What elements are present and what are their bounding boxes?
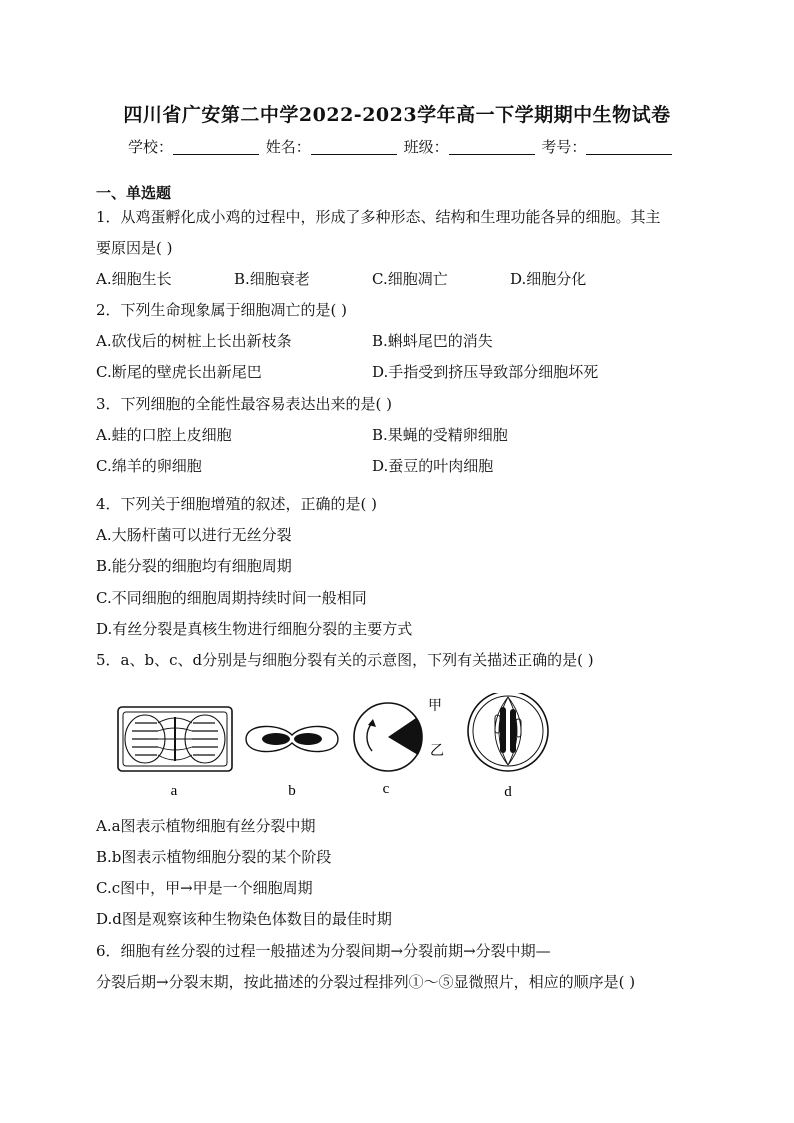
q4-option-c[interactable]: C.不同细胞的细胞周期持续时间一般相同 — [96, 589, 367, 607]
figure-c-yi-label: 乙 — [430, 744, 444, 759]
q2-option-a[interactable]: A.砍伐后的树桩上长出新枝条 — [96, 332, 292, 350]
exam-no-blank[interactable] — [586, 140, 672, 155]
class-label: 班级： — [403, 138, 449, 156]
q1-stem-line1: 1．从鸡蛋孵化成小鸡的过程中，形成了多种形态、结构和生理功能各异的细胞。其主 — [96, 208, 661, 226]
q1-option-c[interactable]: C.细胞凋亡 — [372, 270, 448, 288]
class-blank[interactable] — [449, 140, 535, 155]
q1-option-a[interactable]: A.细胞生长 — [96, 270, 172, 288]
q5-stem: 5．a、b、c、d分别是与细胞分裂有关的示意图，下列有关描述正确的是( ) — [96, 651, 594, 669]
figure-b-label: b — [288, 783, 296, 799]
q2-option-d[interactable]: D.手指受到挤压导致部分细胞坏死 — [372, 363, 599, 381]
school-label: 学校： — [128, 138, 174, 156]
q1-stem-line2: 要原因是( ) — [96, 239, 173, 257]
q1-option-b[interactable]: B.细胞衰老 — [234, 270, 310, 288]
q3-option-d[interactable]: D.蚕豆的叶肉细胞 — [372, 457, 494, 475]
cell-division-figure — [110, 693, 580, 803]
page-title: 四川省广安第二中学2022-2023学年高一下学期期中生物试卷 — [123, 104, 671, 126]
name-blank[interactable] — [311, 140, 397, 155]
figure-a-cell-plate — [118, 707, 232, 771]
q4-option-b[interactable]: B.能分裂的细胞均有细胞周期 — [96, 557, 292, 575]
student-info-line — [128, 136, 674, 157]
q3-option-a[interactable]: A.蛙的口腔上皮细胞 — [96, 426, 232, 444]
section-heading: 一、单选题 — [96, 184, 172, 202]
figure-b-dividing-cell — [246, 726, 338, 751]
q4-option-d[interactable]: D.有丝分裂是真核生物进行细胞分裂的主要方式 — [96, 620, 413, 638]
q6-stem-line2: 分裂后期→分裂末期，按此描述的分裂过程排列①～⑤显微照片，相应的顺序是( ) — [96, 973, 636, 991]
name-label: 姓名： — [265, 138, 311, 156]
q4-option-a[interactable]: A.大肠杆菌可以进行无丝分裂 — [96, 526, 292, 544]
q2-option-c[interactable]: C.断尾的壁虎长出新尾巴 — [96, 363, 262, 381]
q5-option-a[interactable]: A.a图表示植物细胞有丝分裂中期 — [96, 817, 316, 835]
figure-a-label: a — [170, 783, 178, 799]
q3-stem: 3．下列细胞的全能性最容易表达出来的是( ) — [96, 395, 393, 413]
figure-c-label: c — [382, 781, 390, 797]
q5-option-d[interactable]: D.d图是观察该种生物染色体数目的最佳时期 — [96, 910, 392, 928]
q6-stem-line1: 6．细胞有丝分裂的过程一般描述为分裂间期→分裂前期→分裂中期— — [96, 942, 551, 960]
exam-no-label: 考号： — [541, 138, 587, 156]
q1-option-d[interactable]: D.细胞分化 — [510, 270, 587, 288]
figure-d-metaphase-cell — [468, 693, 548, 771]
school-blank[interactable] — [173, 140, 259, 155]
q3-option-b[interactable]: B.果蝇的受精卵细胞 — [372, 426, 508, 444]
q5-option-b[interactable]: B.b图表示植物细胞分裂的某个阶段 — [96, 848, 332, 866]
figure-d-label: d — [504, 784, 512, 800]
q2-option-b[interactable]: B.蝌蚪尾巴的消失 — [372, 332, 493, 350]
q3-option-c[interactable]: C.绵羊的卵细胞 — [96, 457, 202, 475]
q4-stem: 4．下列关于细胞增殖的叙述，正确的是( ) — [96, 495, 378, 513]
q2-stem: 2．下列生命现象属于细胞凋亡的是( ) — [96, 301, 348, 319]
q5-option-c[interactable]: C.c图中，甲→甲是一个细胞周期 — [96, 879, 313, 897]
figure-c-cell-cycle — [354, 703, 423, 771]
figure-c-jia-label: 甲 — [428, 699, 442, 714]
